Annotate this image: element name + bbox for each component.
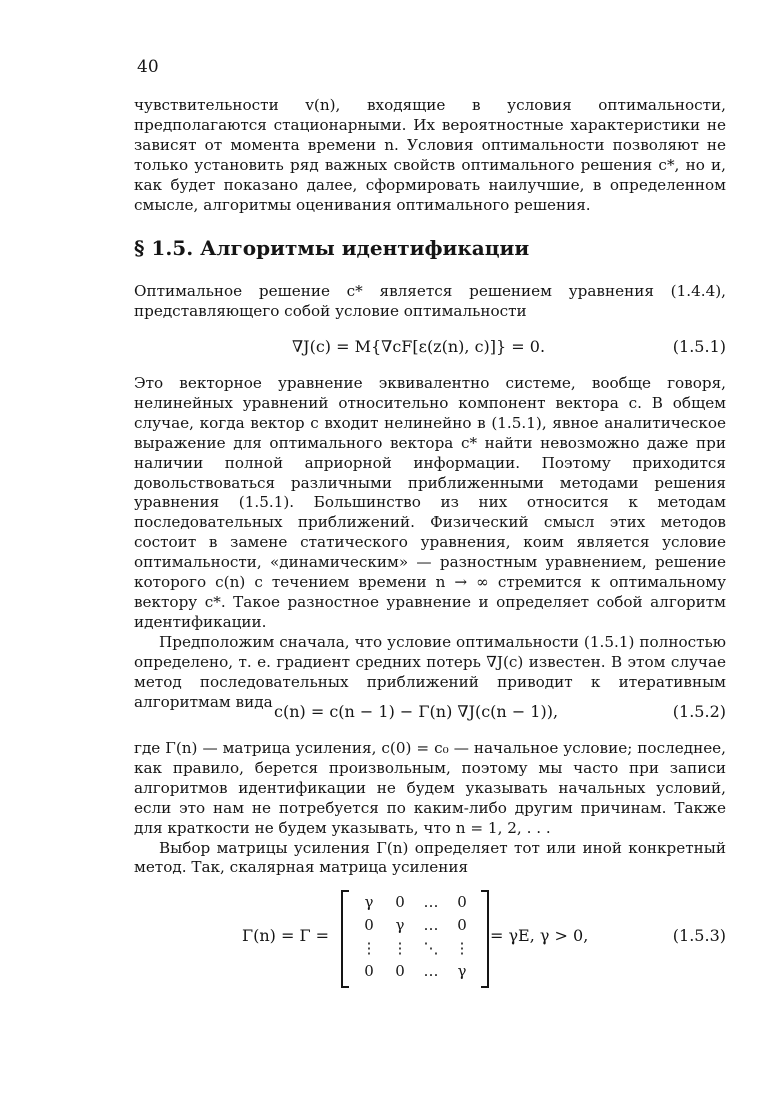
matrix-cell: 0 (364, 916, 374, 934)
left-bracket (341, 890, 349, 988)
matrix-cell: 0 (395, 893, 405, 911)
equation-body: c(n) = c(n − 1) − Γ(n) ∇J(c(n − 1)), (274, 702, 559, 721)
paragraph-block-2 (134, 282, 726, 322)
paragraph-1: чувствительности v(n), входящие в условия оптимальности, предполагаются стационарными. Их вероятностные характеристики не зависят от момента времени n. Условия оптимальности позволяют не только установить ряд важных свойств оптимального решения c*, но и, как будет показано далее, сформировать наилучшие, в определенном смысле, алгоритмы оценивания оптимального решения. (134, 96, 726, 214)
matrix-cell: … (423, 893, 439, 911)
section-heading: § 1.5. Алгоритмы идентификации (134, 236, 530, 260)
paragraph-block-3 (134, 374, 726, 712)
paragraph-6: Выбор матрицы усиления Γ(n) определяет тот или иной конкретный метод. Так, скалярная матрица усиления (134, 838, 726, 877)
paragraph-4: Предположим сначала, что условие оптимальности (1.5.1) полностью определено, т. е. градиент средних потерь ∇J(c) известен. В этом случае метод последовательных приближений приводит к итеративным алгоритмам вида (134, 632, 726, 711)
paragraph-3: Это векторное уравнение эквивалентно системе, вообще говоря, нелинейных уравнений относительно компонент вектора c. В общем случае, когда вектор c входит нелинейно в (1.5.1), явное аналитическое выражение для оптимального вектора c* найти невозможно даже при наличии полной априорной информации. Поэтому приходится довольствоваться различными приближенными методами решения уравнения (1.5.1). Большинство из них относится к методам последовательных приближений. Физический смысл этих методов состоит в замене статического уравнения, коим является условие оптимальности, «динамическим» — разностным уравнением, решение которого c(n) с течением времени n → ∞ стремится к оптимальному вектору c*. Такое разностное уравнение и определяет собой алгоритм идентификации. (134, 374, 726, 631)
equation-rhs: = γE, γ > 0, (490, 926, 589, 945)
matrix-cell: ⋮ (361, 939, 377, 957)
equation-1-5-3 (134, 888, 726, 988)
matrix-cell: … (423, 916, 439, 934)
gain-matrix (341, 888, 489, 986)
matrix-cell: 0 (364, 962, 374, 980)
page-number: 40 (137, 57, 159, 77)
matrix-cell: ⋮ (454, 939, 470, 957)
matrix-cell: γ (395, 916, 405, 934)
matrix-cell: 0 (457, 916, 467, 934)
paragraph-5: где Γ(n) — матрица усиления, c(0) = c₀ — начальное условие; последнее, как правило, берется произвольным, поэтому мы часто при записи алгоритмов идентификации не будем указывать начальных условий, если это нам не потребуется по каким-либо другим причинам. Также для краткости не будем указывать, что n = 1, 2, . . . (134, 739, 726, 837)
equation-number: (1.5.3) (672, 926, 726, 945)
matrix-cell: 0 (457, 893, 467, 911)
equation-number: (1.5.1) (672, 337, 726, 356)
equation-lhs: Γ(n) = Γ = (242, 926, 330, 945)
matrix-cell: … (423, 962, 439, 980)
matrix-cell: 0 (395, 962, 405, 980)
equation-1-5-2 (134, 702, 726, 726)
matrix-cell: γ (364, 893, 374, 911)
matrix-cell: ⋮ (392, 939, 408, 957)
equation-1-5-1 (134, 337, 726, 361)
matrix-cell: ⋱ (423, 939, 439, 957)
matrix-cell: γ (457, 962, 467, 980)
equation-body: ∇J(c) = M{∇cF[ε(z(n), c)]} = 0. (292, 337, 546, 356)
paragraph-block-5 (134, 739, 726, 878)
paragraph-2: Оптимальное решение c* является решением уравнения (1.4.4), представляющего собой условие оптимальности (134, 282, 726, 320)
right-bracket (481, 890, 489, 988)
paragraph-intro (134, 96, 726, 215)
equation-number: (1.5.2) (672, 702, 726, 721)
